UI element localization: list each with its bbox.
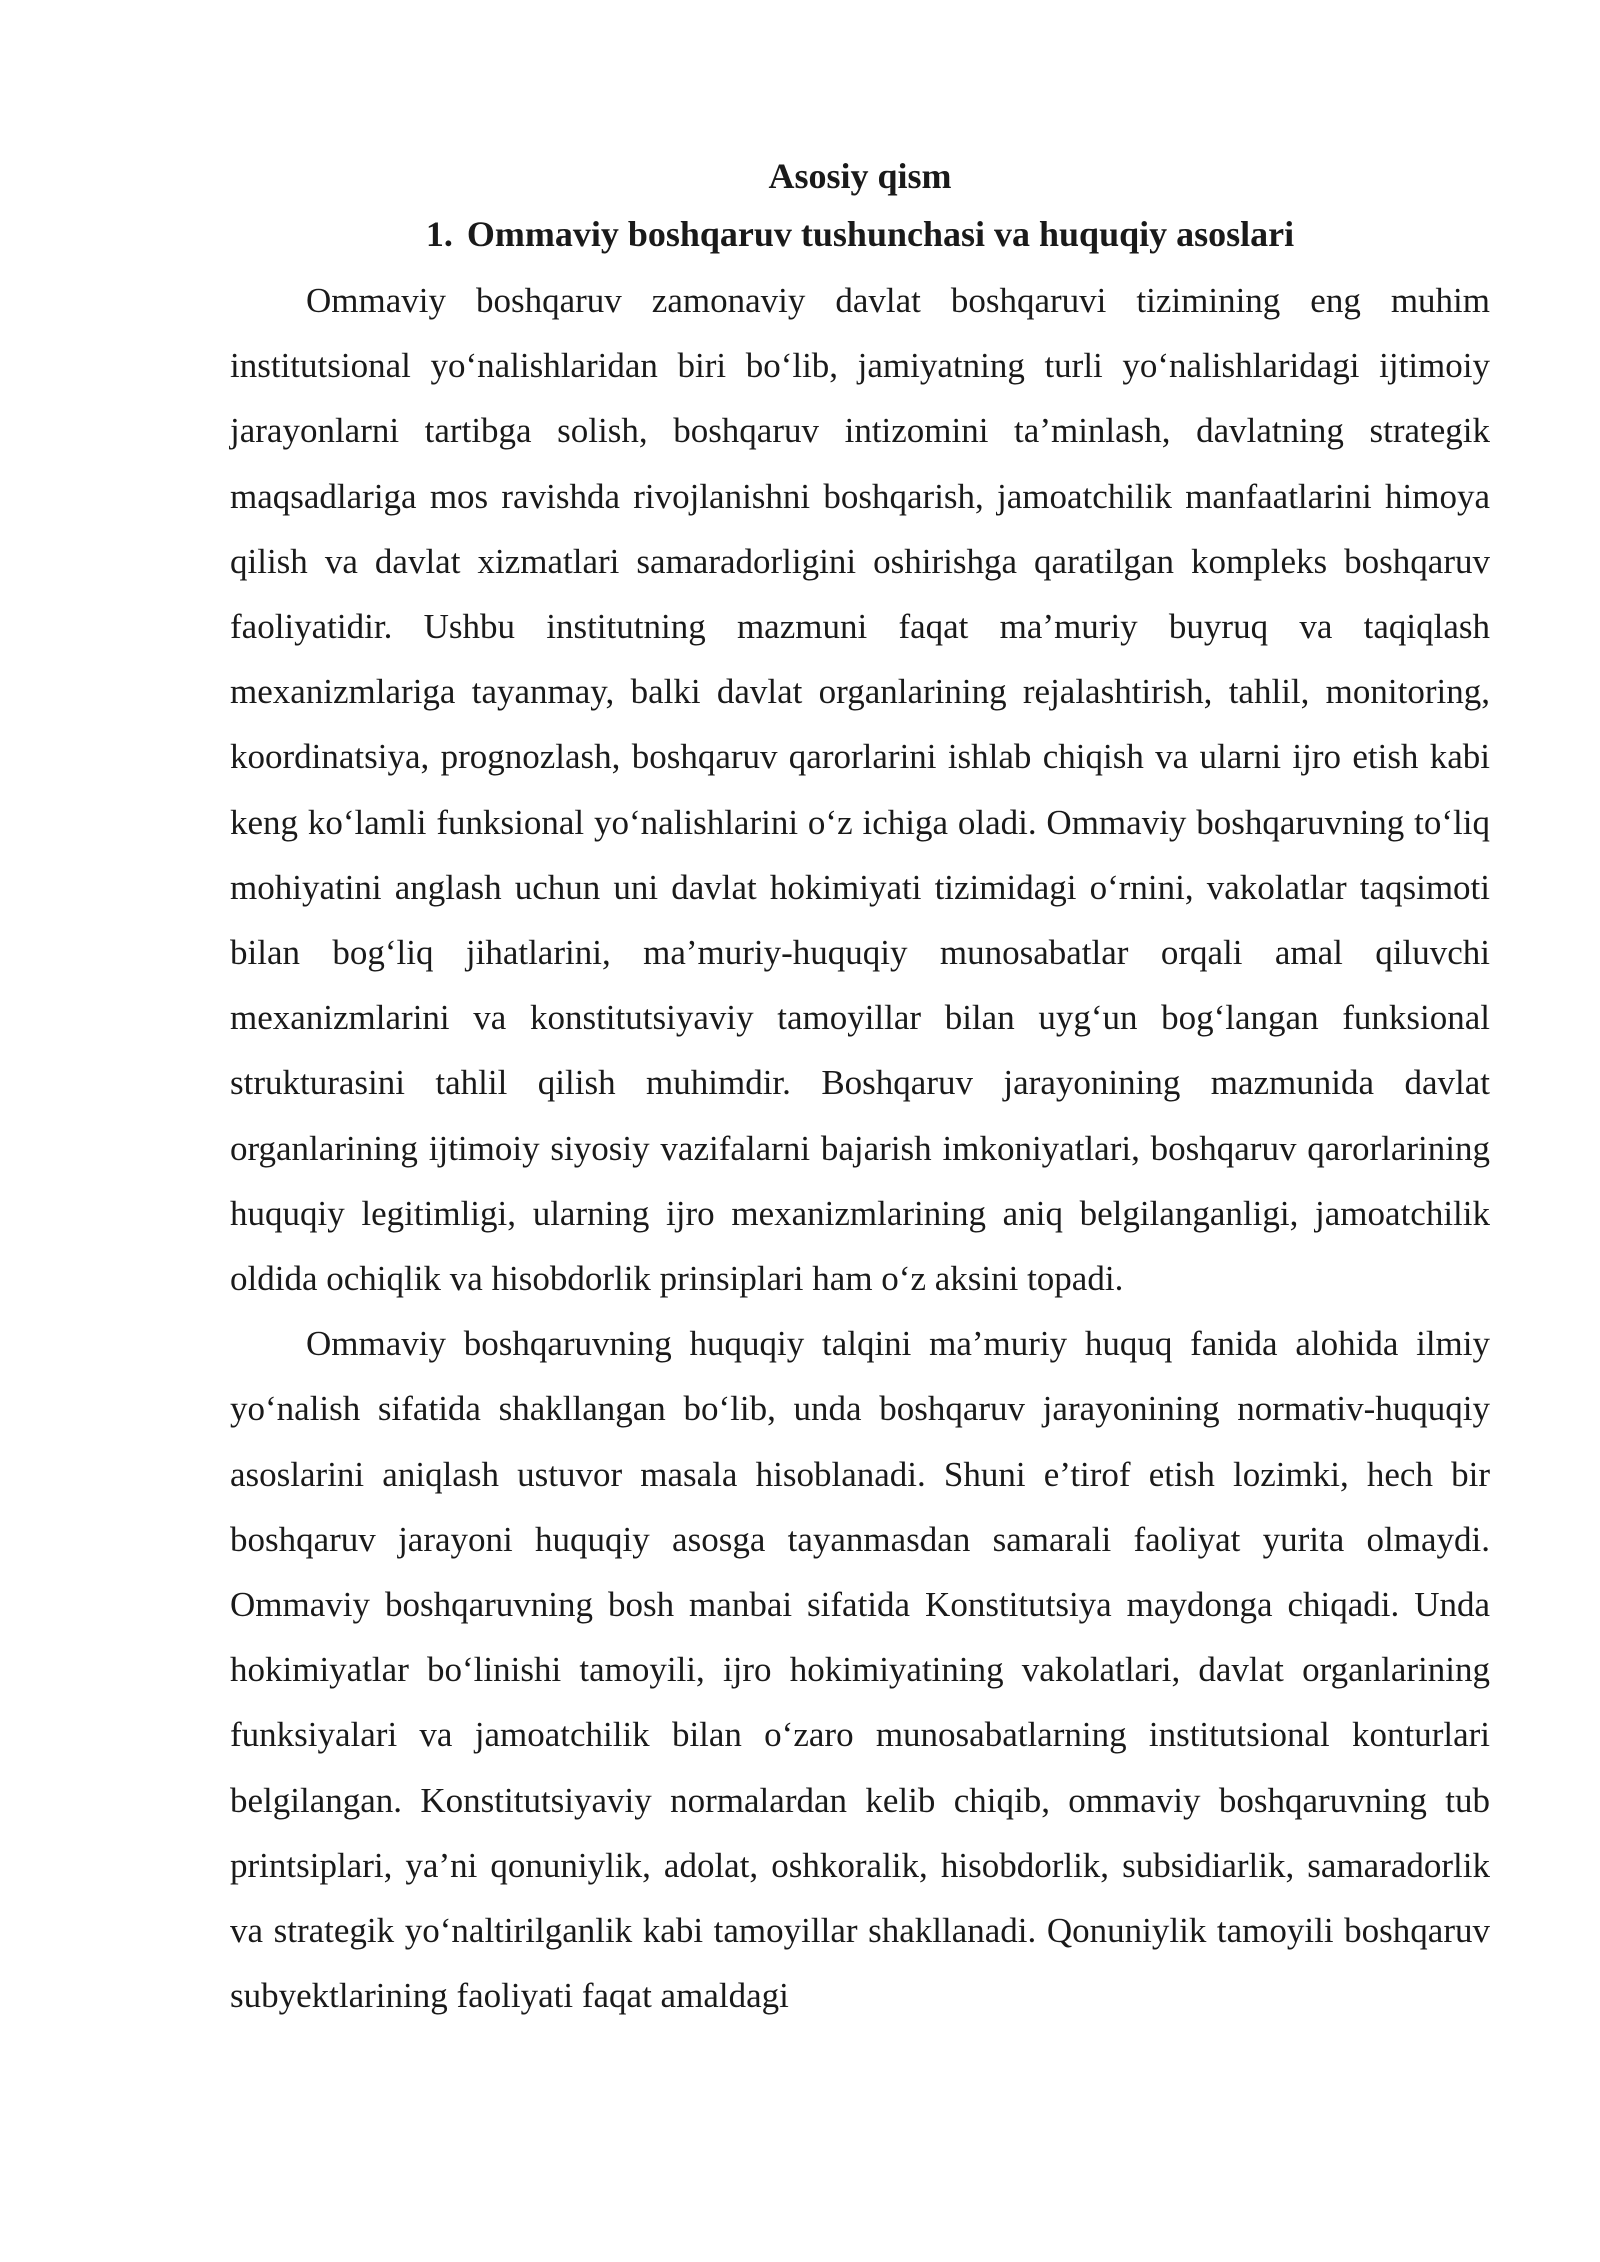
section-number: 1. xyxy=(425,214,453,254)
body-paragraph-2: Ommaviy boshqaruvning huquqiy talqini ma’muriy huquq fanida alohida ilmiy yo‘nalish sifatida shakllangan bo‘lib, unda boshqaruv jarayonining normativ-huquqiy asoslarini aniqlash ustuvor masala hisoblanadi. Shuni e’tirof etish lozimki, hech bir boshqaruv jarayoni huquqiy asosga tayanmasdan samarali faoliyat yurita olmaydi. Ommaviy boshqaruvning bosh manbai sifatida Konstitutsiya maydonga chiqadi. Unda hokimiyatlar bo‘linishi tamoyili, ijro hokimiyatining vakolatlari, davlat organlarining funksiyalari va jamoatchilik bilan o‘zaro munosabatlarning institutsional konturlari belgilangan. Konstitutsiyaviy normalardan kelib chiqib, ommaviy boshqaruvning tub printsiplari, ya’ni qonuniylik, adolat, oshkoralik, hisobdorlik, subsidiarlik, samaradorlik va strategik yo‘naltirilganlik kabi tamoyillar shakllanadi. Qonuniylik tamoyili boshqaruv subyektlarining faoliyati faqat amaldagi xyxy=(230,1324,1490,2016)
section-title-text: Ommaviy boshqaruv tushunchasi va huquqiy asoslari xyxy=(466,214,1295,254)
document-page xyxy=(230,150,1490,2028)
page-heading: Asosiy qism xyxy=(768,156,952,196)
section-title xyxy=(230,208,1490,260)
body-paragraph-1: Ommaviy boshqaruv zamonaviy davlat boshqaruvi tizimining eng muhim institutsional yo‘nalishlaridan biri bo‘lib, jamiyatning turli yo‘nalishlaridagi ijtimoiy jarayonlarni tartibga solish, boshqaruv intizomini ta’minlash, davlatning strategik maqsadlariga mos ravishda rivojlanishni boshqarish, jamoatchilik manfaatlarini himoya qilish va davlat xizmatlari samaradorligini oshirishga qaratilgan kompleks boshqaruv faoliyatidir. Ushbu institutning mazmuni faqat ma’muriy buyruq va taqiqlash mexanizmlariga tayanmay, balki davlat organlarining rejalashtirish, tahlil, monitoring, koordinatsiya, prognozlash, boshqaruv qarorlarini ishlab chiqish va ularni ijro etish kabi keng ko‘lamli funksional yo‘nalishlarini o‘z ichiga oladi. Ommaviy boshqaruvning to‘liq mohiyatini anglash uchun uni davlat hokimiyati tizimidagi o‘rnini, vakolatlar taqsimoti bilan bog‘liq jihatlarini, ma’muriy-huquqiy munosabatlar orqali amal qiluvchi mexanizmlarini va konstitutsiyaviy tamoyillar bilan uyg‘un bog‘langan funksional strukturasini tahlil qilish muhimdir. Boshqaruv jarayonining mazmunida davlat organlarining ijtimoiy siyosiy vazifalarni bajarish imkoniyatlari, boshqaruv qarorlarining huquqiy legitimligi, ularning ijro mexanizmlarining aniq belgilanganligi, jamoatchilik oldida ochiqlik va hisobdorlik prinsiplari ham o‘z aksini topadi. xyxy=(230,281,1490,1299)
